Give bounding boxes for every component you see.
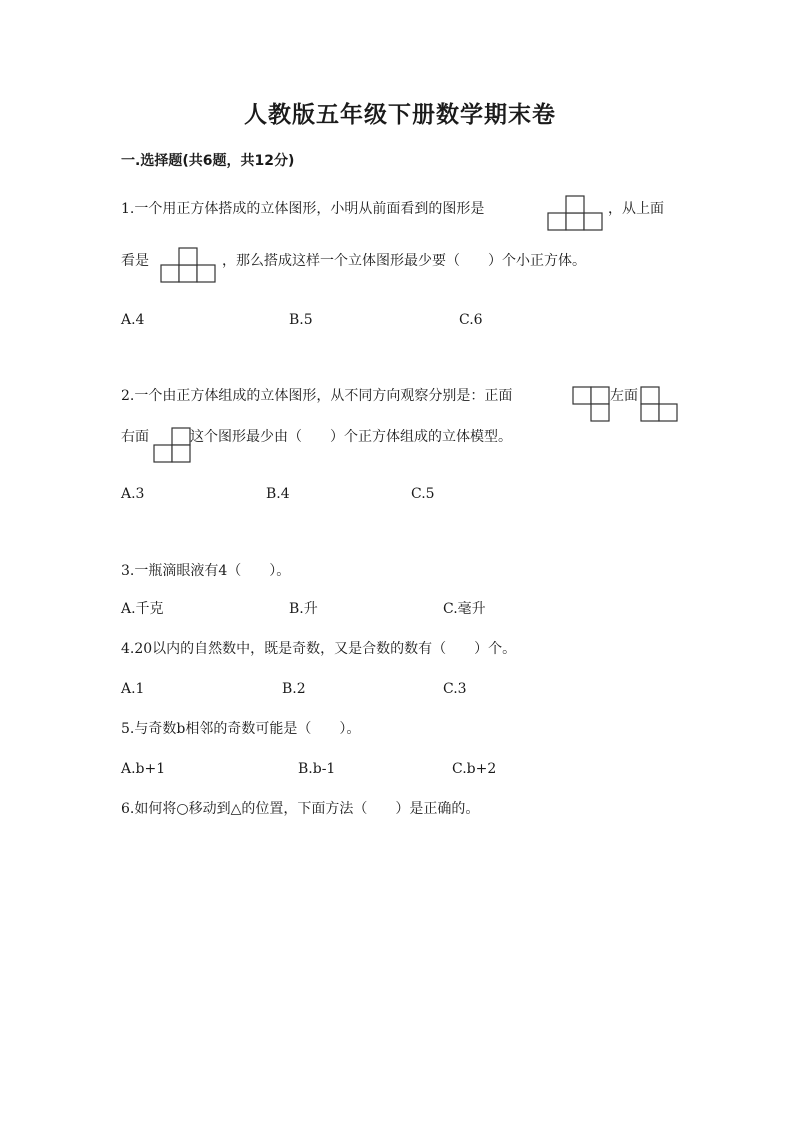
q2-left-view-figure xyxy=(640,386,678,422)
q2-text-part-2: 左面 xyxy=(610,388,638,404)
q2-option-a[interactable]: A.3 xyxy=(121,486,145,502)
q5-option-b[interactable]: B.b-1 xyxy=(298,761,336,777)
q1-option-b[interactable]: B.5 xyxy=(289,312,313,328)
q1-front-view-figure xyxy=(547,195,603,231)
q6-text: 6.如何将○移动到△的位置，下面方法（ ）是正确的。 xyxy=(121,801,480,817)
q2-option-b[interactable]: B.4 xyxy=(266,486,290,502)
q1-text-part-4: ，那么搭成这样一个立体图形最少要（ ）个小正方体。 xyxy=(222,253,586,269)
q5-option-c[interactable]: C.b+2 xyxy=(452,761,497,777)
q1-text-part-2: ，从上面 xyxy=(608,201,664,217)
q1-text-part-1: 1.一个用正方体搭成的立体图形，小明从前面看到的图形是 xyxy=(121,201,485,217)
q3-option-a[interactable]: A.千克 xyxy=(121,601,164,617)
page-title: 人教版五年级下册数学期末卷 xyxy=(244,101,556,128)
q2-right-view-figure xyxy=(153,427,191,463)
q2-text-part-4: 这个图形最少由（ ）个正方体组成的立体模型。 xyxy=(190,429,512,445)
q5-option-a[interactable]: A.b+1 xyxy=(121,761,166,777)
q4-text: 4.20以内的自然数中，既是奇数，又是合数的数有（ ）个。 xyxy=(121,641,517,657)
section-heading: 一.选择题(共6题，共12分) xyxy=(121,153,295,169)
q1-text-part-3: 看是 xyxy=(121,253,149,269)
q1-option-a[interactable]: A.4 xyxy=(121,312,145,328)
q2-front-view-figure xyxy=(572,386,610,422)
q1-option-c[interactable]: C.6 xyxy=(459,312,483,328)
q2-text-part-3: 右面 xyxy=(121,429,149,445)
q2-text-part-1: 2.一个由正方体组成的立体图形，从不同方向观察分别是：正面 xyxy=(121,388,513,404)
q1-top-view-figure xyxy=(160,247,216,283)
q3-option-c[interactable]: C.毫升 xyxy=(443,601,486,617)
q3-option-b[interactable]: B.升 xyxy=(289,601,318,617)
q3-text: 3.一瓶滴眼液有4（ ）。 xyxy=(121,563,291,579)
q2-option-c[interactable]: C.5 xyxy=(411,486,435,502)
q4-option-c[interactable]: C.3 xyxy=(443,681,467,697)
q4-option-b[interactable]: B.2 xyxy=(282,681,306,697)
q4-option-a[interactable]: A.1 xyxy=(121,681,145,697)
q5-text: 5.与奇数b相邻的奇数可能是（ ）。 xyxy=(121,721,361,737)
